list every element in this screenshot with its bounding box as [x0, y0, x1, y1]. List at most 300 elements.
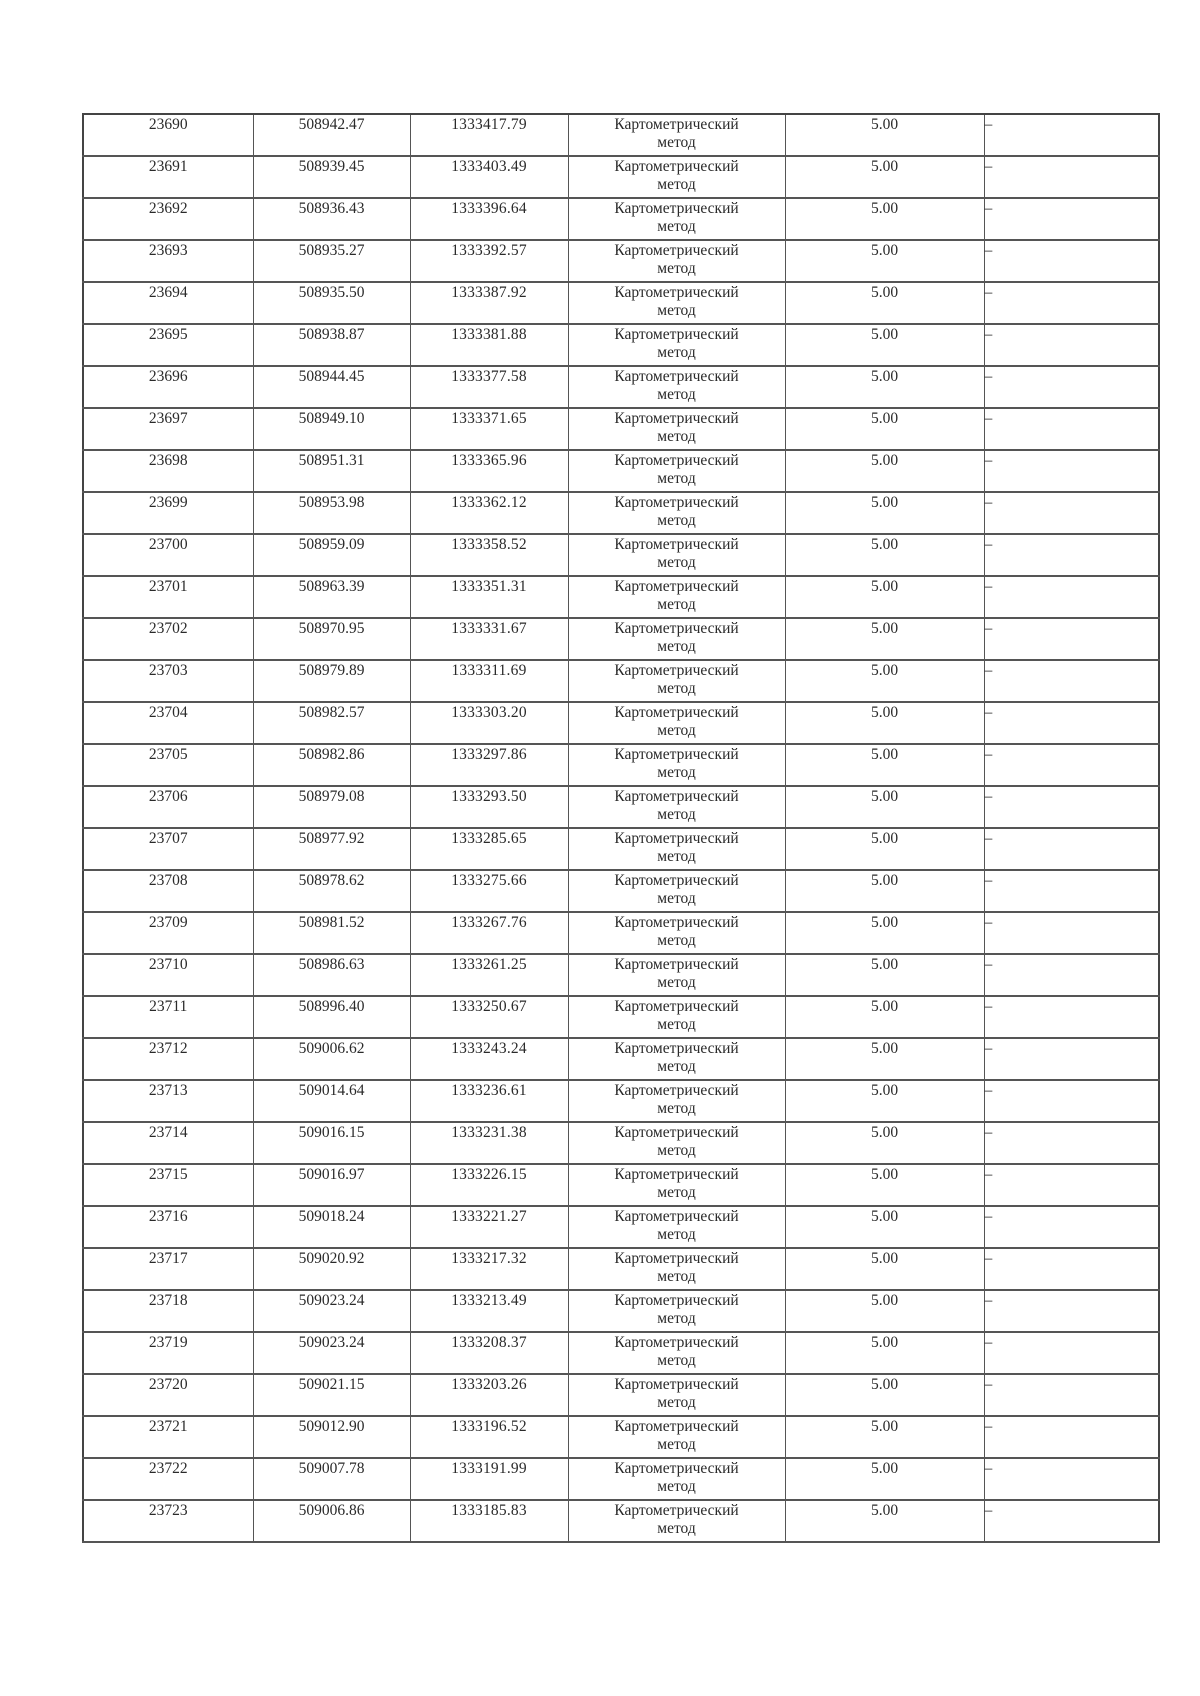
x-coordinate-cell: 508949.10 [253, 408, 410, 450]
y-coordinate-cell: 1333250.67 [410, 996, 568, 1038]
y-coordinate-cell: 1333226.15 [410, 1164, 568, 1206]
y-coordinate-cell: 1333371.65 [410, 408, 568, 450]
method-line1: Картометрический [614, 158, 739, 175]
point-number-cell: 23722 [83, 1458, 253, 1500]
y-coordinate-cell: 1333261.25 [410, 954, 568, 996]
accuracy-cell: 5.00 [785, 324, 984, 366]
table-row [83, 1416, 1159, 1458]
method-line2: метод [657, 1058, 696, 1075]
point-number-cell: 23692 [83, 198, 253, 240]
x-coordinate-cell: 509023.24 [253, 1290, 410, 1332]
accuracy-cell: 5.00 [785, 114, 984, 156]
method-line2: метод [657, 890, 696, 907]
y-coordinate-cell: 1333213.49 [410, 1290, 568, 1332]
description-cell: – [984, 912, 1159, 954]
table-row [83, 1248, 1159, 1290]
method-line1: Картометрический [614, 1292, 739, 1309]
description-cell: – [984, 618, 1159, 660]
x-coordinate-cell: 509016.15 [253, 1122, 410, 1164]
table-row [83, 408, 1159, 450]
description-cell: – [984, 870, 1159, 912]
method-line2: метод [657, 1436, 696, 1453]
description-cell: – [984, 324, 1159, 366]
accuracy-cell: 5.00 [785, 618, 984, 660]
accuracy-cell: 5.00 [785, 1122, 984, 1164]
x-coordinate-cell: 508944.45 [253, 366, 410, 408]
accuracy-cell: 5.00 [785, 492, 984, 534]
method-line2: метод [657, 1142, 696, 1159]
method-line2: метод [657, 680, 696, 697]
point-number-cell: 23700 [83, 534, 253, 576]
method-line1: Картометрический [614, 914, 739, 931]
table-row [83, 1080, 1159, 1122]
point-number-cell: 23697 [83, 408, 253, 450]
method-line1: Картометрический [614, 1250, 739, 1267]
method-cell [568, 1038, 785, 1080]
method-cell [568, 366, 785, 408]
table-row [83, 828, 1159, 870]
description-cell: – [984, 408, 1159, 450]
method-line2: метод [657, 1016, 696, 1033]
description-cell: – [984, 1248, 1159, 1290]
table-row [83, 156, 1159, 198]
table-row [83, 534, 1159, 576]
method-line2: метод [657, 134, 696, 151]
method-cell [568, 786, 785, 828]
x-coordinate-cell: 508935.50 [253, 282, 410, 324]
accuracy-cell: 5.00 [785, 786, 984, 828]
method-line1: Картометрический [614, 578, 739, 595]
method-line1: Картометрический [614, 1418, 739, 1435]
y-coordinate-cell: 1333365.96 [410, 450, 568, 492]
method-cell [568, 1416, 785, 1458]
point-number-cell: 23719 [83, 1332, 253, 1374]
method-line2: метод [657, 512, 696, 529]
x-coordinate-cell: 508978.62 [253, 870, 410, 912]
accuracy-cell: 5.00 [785, 996, 984, 1038]
point-number-cell: 23701 [83, 576, 253, 618]
table-row [83, 1500, 1159, 1542]
description-cell: – [984, 1500, 1159, 1542]
description-cell: – [984, 534, 1159, 576]
method-line1: Картометрический [614, 704, 739, 721]
table-body [83, 114, 1159, 1542]
point-number-cell: 23717 [83, 1248, 253, 1290]
method-line2: метод [657, 722, 696, 739]
method-cell [568, 450, 785, 492]
method-cell [568, 1500, 785, 1542]
x-coordinate-cell: 508951.31 [253, 450, 410, 492]
accuracy-cell: 5.00 [785, 1164, 984, 1206]
y-coordinate-cell: 1333362.12 [410, 492, 568, 534]
x-coordinate-cell: 508982.86 [253, 744, 410, 786]
point-number-cell: 23694 [83, 282, 253, 324]
method-line1: Картометрический [614, 746, 739, 763]
method-line1: Картометрический [614, 1082, 739, 1099]
table-row [83, 618, 1159, 660]
description-cell: – [984, 1164, 1159, 1206]
method-cell [568, 198, 785, 240]
x-coordinate-cell: 508963.39 [253, 576, 410, 618]
accuracy-cell: 5.00 [785, 1374, 984, 1416]
method-line1: Картометрический [614, 284, 739, 301]
x-coordinate-cell: 509006.62 [253, 1038, 410, 1080]
method-line1: Картометрический [614, 620, 739, 637]
method-line1: Картометрический [614, 116, 739, 133]
table-row [83, 702, 1159, 744]
point-number-cell: 23710 [83, 954, 253, 996]
coordinates-table [82, 113, 1160, 1543]
accuracy-cell: 5.00 [785, 576, 984, 618]
y-coordinate-cell: 1333267.76 [410, 912, 568, 954]
accuracy-cell: 5.00 [785, 1248, 984, 1290]
description-cell: – [984, 786, 1159, 828]
x-coordinate-cell: 509006.86 [253, 1500, 410, 1542]
x-coordinate-cell: 509023.24 [253, 1332, 410, 1374]
method-line1: Картометрический [614, 1334, 739, 1351]
accuracy-cell: 5.00 [785, 660, 984, 702]
method-line2: метод [657, 1268, 696, 1285]
point-number-cell: 23723 [83, 1500, 253, 1542]
point-number-cell: 23699 [83, 492, 253, 534]
method-line2: метод [657, 1352, 696, 1369]
method-cell [568, 870, 785, 912]
method-cell [568, 1122, 785, 1164]
x-coordinate-cell: 508936.43 [253, 198, 410, 240]
accuracy-cell: 5.00 [785, 1332, 984, 1374]
accuracy-cell: 5.00 [785, 870, 984, 912]
point-number-cell: 23691 [83, 156, 253, 198]
point-number-cell: 23707 [83, 828, 253, 870]
method-cell [568, 660, 785, 702]
table-row [83, 744, 1159, 786]
table-row [83, 1458, 1159, 1500]
method-cell [568, 1206, 785, 1248]
x-coordinate-cell: 508986.63 [253, 954, 410, 996]
accuracy-cell: 5.00 [785, 1080, 984, 1122]
method-line2: метод [657, 1394, 696, 1411]
point-number-cell: 23690 [83, 114, 253, 156]
point-number-cell: 23696 [83, 366, 253, 408]
y-coordinate-cell: 1333377.58 [410, 366, 568, 408]
method-line1: Картометрический [614, 1376, 739, 1393]
method-line1: Картометрический [614, 242, 739, 259]
description-cell: – [984, 366, 1159, 408]
y-coordinate-cell: 1333285.65 [410, 828, 568, 870]
x-coordinate-cell: 508942.47 [253, 114, 410, 156]
y-coordinate-cell: 1333236.61 [410, 1080, 568, 1122]
description-cell: – [984, 1290, 1159, 1332]
table-row [83, 198, 1159, 240]
description-cell: – [984, 198, 1159, 240]
method-line2: метод [657, 428, 696, 445]
method-line1: Картометрический [614, 1502, 739, 1519]
method-line2: метод [657, 1520, 696, 1537]
table-row [83, 492, 1159, 534]
table-row [83, 1122, 1159, 1164]
x-coordinate-cell: 509014.64 [253, 1080, 410, 1122]
table-row [83, 954, 1159, 996]
point-number-cell: 23698 [83, 450, 253, 492]
method-cell [568, 1080, 785, 1122]
method-cell [568, 912, 785, 954]
description-cell: – [984, 660, 1159, 702]
point-number-cell: 23693 [83, 240, 253, 282]
point-number-cell: 23720 [83, 1374, 253, 1416]
description-cell: – [984, 1206, 1159, 1248]
y-coordinate-cell: 1333203.26 [410, 1374, 568, 1416]
x-coordinate-cell: 508996.40 [253, 996, 410, 1038]
y-coordinate-cell: 1333396.64 [410, 198, 568, 240]
point-number-cell: 23715 [83, 1164, 253, 1206]
table-row [83, 366, 1159, 408]
table-row [83, 1290, 1159, 1332]
method-line2: метод [657, 1310, 696, 1327]
method-cell [568, 282, 785, 324]
y-coordinate-cell: 1333311.69 [410, 660, 568, 702]
table-row [83, 996, 1159, 1038]
method-line2: метод [657, 302, 696, 319]
y-coordinate-cell: 1333297.86 [410, 744, 568, 786]
method-cell [568, 1332, 785, 1374]
method-cell [568, 534, 785, 576]
table-row [83, 450, 1159, 492]
method-line1: Картометрический [614, 536, 739, 553]
description-cell: – [984, 744, 1159, 786]
x-coordinate-cell: 508982.57 [253, 702, 410, 744]
y-coordinate-cell: 1333231.38 [410, 1122, 568, 1164]
method-cell [568, 996, 785, 1038]
accuracy-cell: 5.00 [785, 1500, 984, 1542]
y-coordinate-cell: 1333351.31 [410, 576, 568, 618]
point-number-cell: 23711 [83, 996, 253, 1038]
x-coordinate-cell: 508939.45 [253, 156, 410, 198]
accuracy-cell: 5.00 [785, 366, 984, 408]
method-line2: метод [657, 638, 696, 655]
table-row [83, 660, 1159, 702]
accuracy-cell: 5.00 [785, 198, 984, 240]
method-cell [568, 954, 785, 996]
x-coordinate-cell: 509007.78 [253, 1458, 410, 1500]
y-coordinate-cell: 1333208.37 [410, 1332, 568, 1374]
y-coordinate-cell: 1333358.52 [410, 534, 568, 576]
y-coordinate-cell: 1333392.57 [410, 240, 568, 282]
method-line1: Картометрический [614, 872, 739, 889]
description-cell: – [984, 576, 1159, 618]
x-coordinate-cell: 508938.87 [253, 324, 410, 366]
method-line2: метод [657, 1478, 696, 1495]
method-line2: метод [657, 806, 696, 823]
method-line2: метод [657, 932, 696, 949]
method-line2: метод [657, 176, 696, 193]
method-line1: Картометрический [614, 200, 739, 217]
accuracy-cell: 5.00 [785, 1038, 984, 1080]
accuracy-cell: 5.00 [785, 282, 984, 324]
description-cell: – [984, 114, 1159, 156]
point-number-cell: 23706 [83, 786, 253, 828]
x-coordinate-cell: 508979.89 [253, 660, 410, 702]
accuracy-cell: 5.00 [785, 1206, 984, 1248]
y-coordinate-cell: 1333191.99 [410, 1458, 568, 1500]
method-line2: метод [657, 470, 696, 487]
method-line1: Картометрический [614, 326, 739, 343]
x-coordinate-cell: 509012.90 [253, 1416, 410, 1458]
method-line1: Картометрический [614, 1208, 739, 1225]
method-cell [568, 156, 785, 198]
description-cell: – [984, 1458, 1159, 1500]
method-line1: Картометрический [614, 830, 739, 847]
method-cell [568, 324, 785, 366]
description-cell: – [984, 828, 1159, 870]
y-coordinate-cell: 1333185.83 [410, 1500, 568, 1542]
method-cell [568, 1290, 785, 1332]
method-cell [568, 828, 785, 870]
table-row [83, 1206, 1159, 1248]
description-cell: – [984, 1416, 1159, 1458]
method-line2: метод [657, 344, 696, 361]
method-cell [568, 576, 785, 618]
method-cell [568, 702, 785, 744]
method-cell [568, 240, 785, 282]
accuracy-cell: 5.00 [785, 954, 984, 996]
table-row [83, 786, 1159, 828]
accuracy-cell: 5.00 [785, 1458, 984, 1500]
point-number-cell: 23705 [83, 744, 253, 786]
y-coordinate-cell: 1333275.66 [410, 870, 568, 912]
y-coordinate-cell: 1333417.79 [410, 114, 568, 156]
method-cell [568, 1458, 785, 1500]
accuracy-cell: 5.00 [785, 408, 984, 450]
description-cell: – [984, 702, 1159, 744]
y-coordinate-cell: 1333303.20 [410, 702, 568, 744]
method-cell [568, 744, 785, 786]
y-coordinate-cell: 1333293.50 [410, 786, 568, 828]
point-number-cell: 23713 [83, 1080, 253, 1122]
description-cell: – [984, 1374, 1159, 1416]
description-cell: – [984, 282, 1159, 324]
point-number-cell: 23704 [83, 702, 253, 744]
method-line1: Картометрический [614, 788, 739, 805]
method-line2: метод [657, 848, 696, 865]
method-cell [568, 114, 785, 156]
method-cell [568, 1374, 785, 1416]
accuracy-cell: 5.00 [785, 912, 984, 954]
description-cell: – [984, 996, 1159, 1038]
method-line2: метод [657, 554, 696, 571]
table-row [83, 324, 1159, 366]
x-coordinate-cell: 508970.95 [253, 618, 410, 660]
method-line2: метод [657, 386, 696, 403]
description-cell: – [984, 1332, 1159, 1374]
method-line2: метод [657, 1100, 696, 1117]
description-cell: – [984, 1122, 1159, 1164]
point-number-cell: 23703 [83, 660, 253, 702]
accuracy-cell: 5.00 [785, 450, 984, 492]
method-line2: метод [657, 260, 696, 277]
x-coordinate-cell: 509018.24 [253, 1206, 410, 1248]
point-number-cell: 23716 [83, 1206, 253, 1248]
y-coordinate-cell: 1333387.92 [410, 282, 568, 324]
accuracy-cell: 5.00 [785, 702, 984, 744]
method-line2: метод [657, 974, 696, 991]
description-cell: – [984, 450, 1159, 492]
point-number-cell: 23702 [83, 618, 253, 660]
method-line2: метод [657, 596, 696, 613]
point-number-cell: 23709 [83, 912, 253, 954]
method-line1: Картометрический [614, 956, 739, 973]
y-coordinate-cell: 1333381.88 [410, 324, 568, 366]
method-cell [568, 1248, 785, 1290]
accuracy-cell: 5.00 [785, 1416, 984, 1458]
x-coordinate-cell: 508959.09 [253, 534, 410, 576]
method-line2: метод [657, 764, 696, 781]
point-number-cell: 23708 [83, 870, 253, 912]
table-row [83, 912, 1159, 954]
x-coordinate-cell: 508935.27 [253, 240, 410, 282]
method-line1: Картометрический [614, 410, 739, 427]
method-line1: Картометрический [614, 1460, 739, 1477]
point-number-cell: 23695 [83, 324, 253, 366]
table-row [83, 114, 1159, 156]
table-row [83, 1332, 1159, 1374]
method-line1: Картометрический [614, 662, 739, 679]
accuracy-cell: 5.00 [785, 1290, 984, 1332]
y-coordinate-cell: 1333221.27 [410, 1206, 568, 1248]
method-line1: Картометрический [614, 1040, 739, 1057]
accuracy-cell: 5.00 [785, 534, 984, 576]
y-coordinate-cell: 1333196.52 [410, 1416, 568, 1458]
method-line1: Картометрический [614, 1124, 739, 1141]
point-number-cell: 23714 [83, 1122, 253, 1164]
table-row [83, 1164, 1159, 1206]
accuracy-cell: 5.00 [785, 828, 984, 870]
method-line2: метод [657, 1184, 696, 1201]
method-line1: Картометрический [614, 1166, 739, 1183]
accuracy-cell: 5.00 [785, 744, 984, 786]
method-line2: метод [657, 218, 696, 235]
method-cell [568, 1164, 785, 1206]
x-coordinate-cell: 508979.08 [253, 786, 410, 828]
y-coordinate-cell: 1333403.49 [410, 156, 568, 198]
description-cell: – [984, 492, 1159, 534]
point-number-cell: 23721 [83, 1416, 253, 1458]
description-cell: – [984, 1038, 1159, 1080]
method-line2: метод [657, 1226, 696, 1243]
x-coordinate-cell: 508977.92 [253, 828, 410, 870]
method-line1: Картометрический [614, 368, 739, 385]
method-line1: Картометрический [614, 494, 739, 511]
table-row [83, 282, 1159, 324]
table-row [83, 576, 1159, 618]
description-cell: – [984, 954, 1159, 996]
method-cell [568, 408, 785, 450]
x-coordinate-cell: 509016.97 [253, 1164, 410, 1206]
x-coordinate-cell: 508953.98 [253, 492, 410, 534]
y-coordinate-cell: 1333331.67 [410, 618, 568, 660]
table-row [83, 240, 1159, 282]
y-coordinate-cell: 1333217.32 [410, 1248, 568, 1290]
method-cell [568, 618, 785, 660]
accuracy-cell: 5.00 [785, 156, 984, 198]
description-cell: – [984, 240, 1159, 282]
point-number-cell: 23718 [83, 1290, 253, 1332]
method-cell [568, 492, 785, 534]
table-row [83, 870, 1159, 912]
x-coordinate-cell: 508981.52 [253, 912, 410, 954]
y-coordinate-cell: 1333243.24 [410, 1038, 568, 1080]
description-cell: – [984, 156, 1159, 198]
x-coordinate-cell: 509020.92 [253, 1248, 410, 1290]
